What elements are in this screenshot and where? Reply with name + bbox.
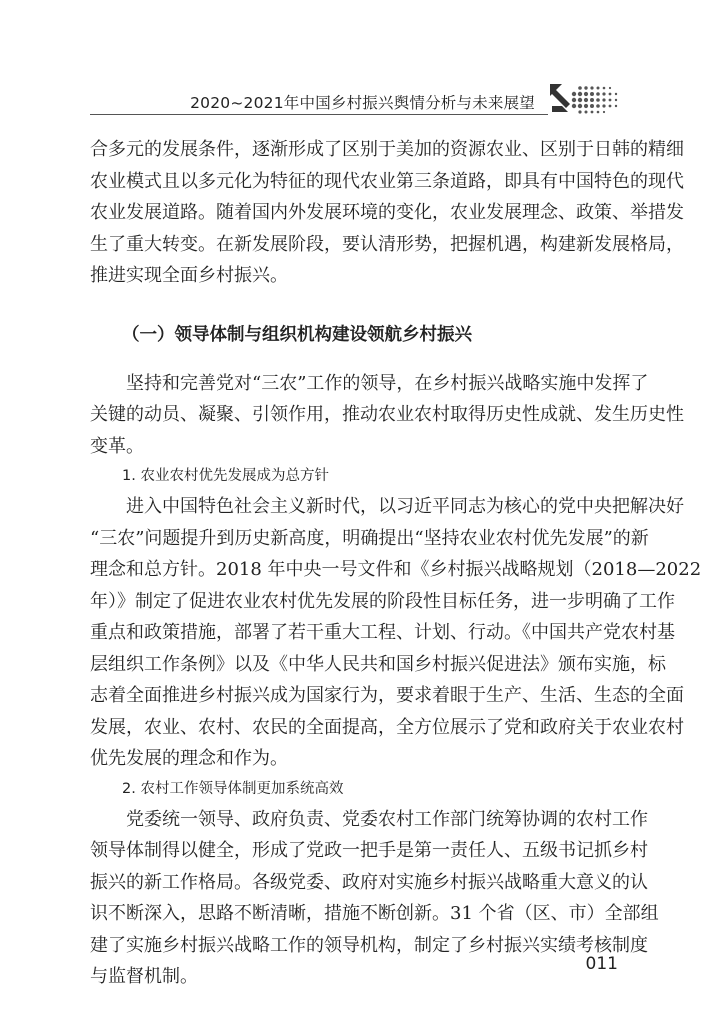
text-line: “三农”问题提升到历史新高度，明确提出“坚持农业农村优先发展”的新 <box>90 527 649 549</box>
text-line: 进入中国特色社会主义新时代，以习近平同志为核心的党中央把解决好 <box>90 496 684 517</box>
text-line: 坚持和完善党对“三农”工作的领导，在乡村振兴战略实施中发挥了 <box>90 372 649 394</box>
text-line: 优先发展的理念和作为。 <box>90 748 288 769</box>
text-line: 志着全面推进乡村振兴成为国家行为，要求着眼于生产、生活、生态的全面 <box>90 685 684 706</box>
text-line: 年）》制定了促进农业农村优先发展的阶段性目标任务，进一步明确了工作 <box>90 590 675 612</box>
text-line: 合多元的发展条件，逐渐形成了区别于美加的资源农业、区别于日韩的精细 <box>90 139 684 160</box>
dotted-arrow-logo-icon <box>548 80 622 114</box>
text-line: 生了重大转变。在新发展阶段，要认清形势，把握机遇，构建新发展格局， <box>90 233 684 255</box>
section-heading: （一）领导体制与组织机构建设领航乡村振兴 <box>122 324 472 345</box>
intro-paragraph <box>90 134 684 292</box>
subsection-heading-1: 1. 农业农村优先发展成为总方针 <box>122 468 329 484</box>
page-number: 011 <box>585 954 618 974</box>
subsection-heading-2: 2. 农村工作领导体制更加系统高效 <box>122 780 344 797</box>
text-line: 党委统一领导、政府负责、党委农村工作部门统筹协调的农村工作 <box>90 808 648 830</box>
text-line: 领导体制得以健全，形成了党政一把手是第一责任人、五级书记抓乡村 <box>90 840 648 861</box>
page-body <box>90 134 702 993</box>
text-line: 理念和总方针。2018 年中央一号文件和《乡村振兴战略规划（2018—2022 <box>90 559 702 580</box>
text-line: 振兴的新工作格局。各级党委、政府对实施乡村振兴战略重大意义的认 <box>90 871 648 893</box>
text-line: 层组织工作条例》以及《中华人民共和国乡村振兴促进法》颁布实施，标 <box>90 653 666 675</box>
section-lead-paragraph <box>90 368 684 463</box>
text-line: 建了实施乡村振兴战略工作的领导机构，制定了乡村振兴实绩考核制度 <box>90 934 648 956</box>
subsection-2-paragraph <box>90 804 659 993</box>
text-line: 发展，农业、农村、农民的全面提高，全方位展示了党和政府关于农业农村 <box>90 716 684 738</box>
text-line: 与监督机制。 <box>90 966 198 987</box>
text-line: 农业发展道路。随着国内外发展环境的变化，农业发展理念、政策、举措发 <box>90 202 684 223</box>
text-line: 农业模式且以多元化为特征的现代农业第三条道路，即具有中国特色的现代 <box>90 170 684 192</box>
text-line: 变革。 <box>90 435 144 457</box>
running-header-title: 2020~2021年中国乡村振兴舆情分析与未来展望 <box>190 94 535 112</box>
text-line: 识不断深入，思路不断清晰，措施不断创新。31 个省（区、市）全部组 <box>90 903 659 924</box>
subsection-1-paragraph <box>90 491 702 775</box>
text-line: 关键的动员、凝聚、引领作用，推动农业农村取得历史性成就、发生历史性 <box>90 404 684 425</box>
text-line: 重点和政策措施，部署了若干重大工程、计划、行动。《中国共产党农村基 <box>90 622 675 643</box>
header-divider <box>90 114 548 115</box>
text-line: 推进实现全面乡村振兴。 <box>90 265 288 286</box>
